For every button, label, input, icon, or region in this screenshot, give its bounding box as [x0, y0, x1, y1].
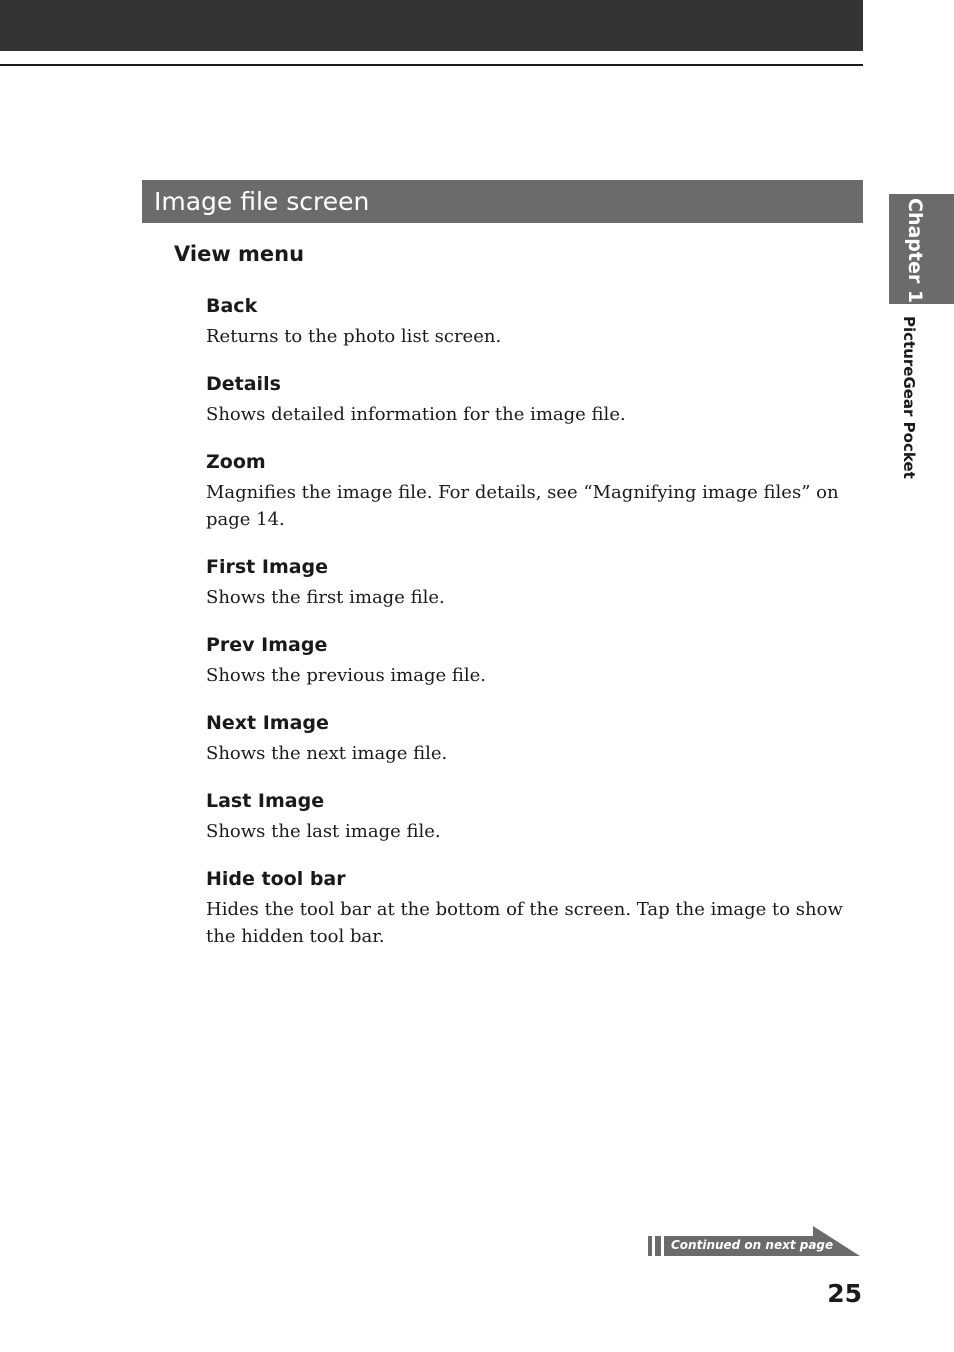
entry-first-image [206, 553, 846, 611]
entry-title: Hide tool bar [206, 868, 346, 890]
continued-label: Continued on next page [671, 1238, 834, 1252]
entry-title: Last Image [206, 790, 325, 812]
entry-back [206, 292, 846, 350]
entry-title: Prev Image [206, 634, 328, 656]
header-bar [0, 0, 863, 51]
entry-description: Returns to the photo list screen. [206, 326, 502, 347]
entry-details [206, 370, 846, 428]
entry-last-image [206, 787, 846, 845]
entry-description: Shows the previous image file. [206, 665, 487, 686]
entry-title: Back [206, 295, 258, 317]
chapter-label: Chapter 1 [904, 198, 926, 304]
entry-description: Shows the first image file. [206, 587, 445, 608]
entry-description: Hides the tool bar at the bottom of the screen. Tap the image to show the hidden tool bar. [206, 899, 843, 947]
entry-title: Zoom [206, 451, 266, 473]
entry-title: Details [206, 373, 281, 395]
entry-title: Next Image [206, 712, 329, 734]
entry-hide-tool-bar [206, 865, 846, 950]
entry-next-image [206, 709, 846, 767]
book-title: PictureGear Pocket [900, 316, 918, 479]
section-title: Image file screen [142, 180, 863, 223]
continued-banner [648, 1226, 862, 1256]
menu-entries [206, 292, 846, 950]
entry-zoom [206, 448, 846, 533]
entry-prev-image [206, 631, 846, 689]
entry-description: Shows detailed information for the image file. [206, 404, 626, 425]
header-rule [0, 64, 863, 66]
page-number: 25 [827, 1279, 862, 1308]
entry-title: First Image [206, 556, 329, 578]
subsection-title: View menu [174, 242, 305, 266]
entry-description: Shows the next image file. [206, 743, 448, 764]
entry-description: Magnifies the image file. For details, see “Magnifying image files” on page 14. [206, 482, 839, 530]
entry-description: Shows the last image file. [206, 821, 441, 842]
